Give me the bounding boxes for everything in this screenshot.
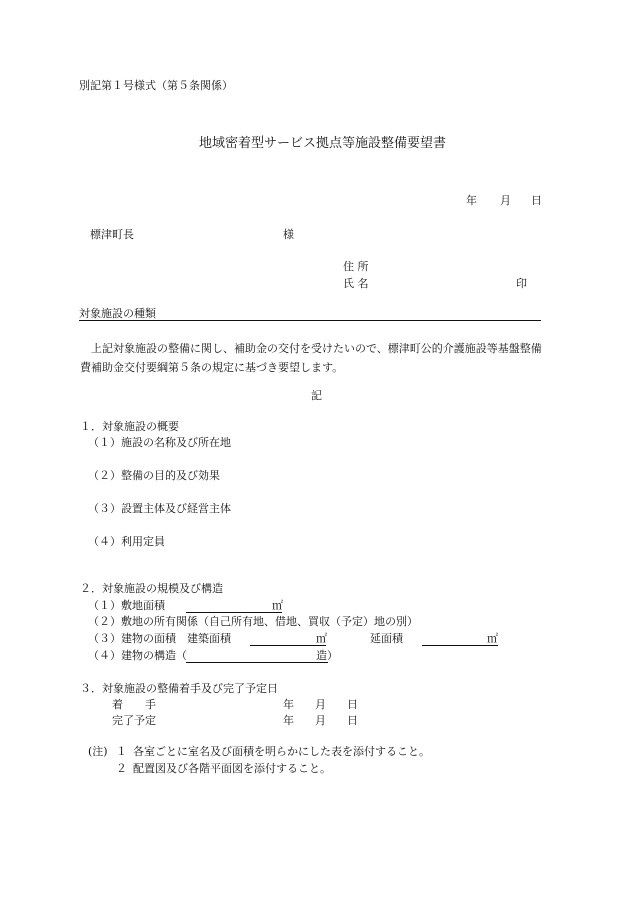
note-2-num: ２	[116, 762, 127, 775]
date-day: 日	[531, 194, 542, 207]
start-year: 年	[283, 698, 294, 711]
floor-area-field-line	[422, 645, 498, 646]
section-2-heading: ２．対象施設の規模及び構造	[80, 582, 223, 595]
address-label: 住 所	[343, 260, 369, 273]
date-year: 年	[466, 194, 477, 207]
note-2-text: 配置図及び各階平面図を添付すること。	[133, 762, 331, 775]
floor-area-label: 延面積	[370, 632, 403, 645]
start-month: 月	[315, 698, 326, 711]
building-area-field-line	[250, 645, 326, 646]
seal-mark: 印	[516, 277, 527, 290]
section-1-item-2: （２）整備の目的及び効果	[88, 469, 220, 482]
ki-heading: 記	[311, 389, 322, 402]
structure-field-line	[186, 662, 328, 663]
start-day: 日	[347, 698, 358, 711]
body-paragraph: 上記対象施設の整備に関し、補助金の交付を受けたいので、標津町公的介護施設等基盤整備費補助金交付要綱第５条の規定に基づき要望します。	[80, 342, 542, 374]
ownership-line: （２）敷地の所有関係（自己所有地、借地、買収（予定）地の別）	[88, 615, 418, 628]
start-label: 着 手	[112, 698, 156, 711]
end-label: 完了予定	[112, 714, 156, 727]
name-label: 氏 名	[343, 277, 369, 290]
end-month: 月	[315, 714, 326, 727]
form-number: 別記第１号様式（第５条関係）	[79, 79, 233, 92]
site-area-field-line	[186, 612, 282, 613]
facility-type-label: 対象施設の種類	[79, 307, 156, 320]
section-1-item-3: （３）設置主体及び経営主体	[88, 502, 231, 515]
notes-prefix: (注)	[88, 745, 108, 758]
floor-area-unit: ㎡	[487, 632, 498, 645]
site-area-label: （１）敷地面積	[88, 599, 165, 612]
note-1-num: １	[116, 745, 127, 758]
facility-type-underline	[79, 320, 541, 321]
site-area-unit: ㎡	[272, 599, 283, 612]
structure-suffix: 造）	[316, 649, 338, 662]
end-year: 年	[283, 714, 294, 727]
section-1-item-1: （１）施設の名称及び所在地	[88, 436, 231, 449]
section-3-heading: ３．対象施設の整備着手及び完了予定日	[80, 682, 278, 695]
structure-label: （４）建物の構造（	[88, 649, 187, 662]
document-title: 地域密着型サービス拠点等施設整備要望書	[199, 136, 447, 151]
date-month: 月	[500, 194, 511, 207]
addressee-name: 標津町長	[90, 228, 134, 241]
section-1-heading: １．対象施設の概要	[80, 420, 179, 433]
building-area-label: （３）建物の面積 建築面積	[88, 632, 231, 645]
section-1-item-4: （４）利用定員	[88, 535, 165, 548]
end-day: 日	[347, 714, 358, 727]
addressee-honorific: 様	[283, 228, 294, 241]
building-area-unit: ㎡	[316, 632, 327, 645]
note-1-text: 各室ごとに室名及び面積を明らかにした表を添付すること。	[133, 745, 430, 758]
